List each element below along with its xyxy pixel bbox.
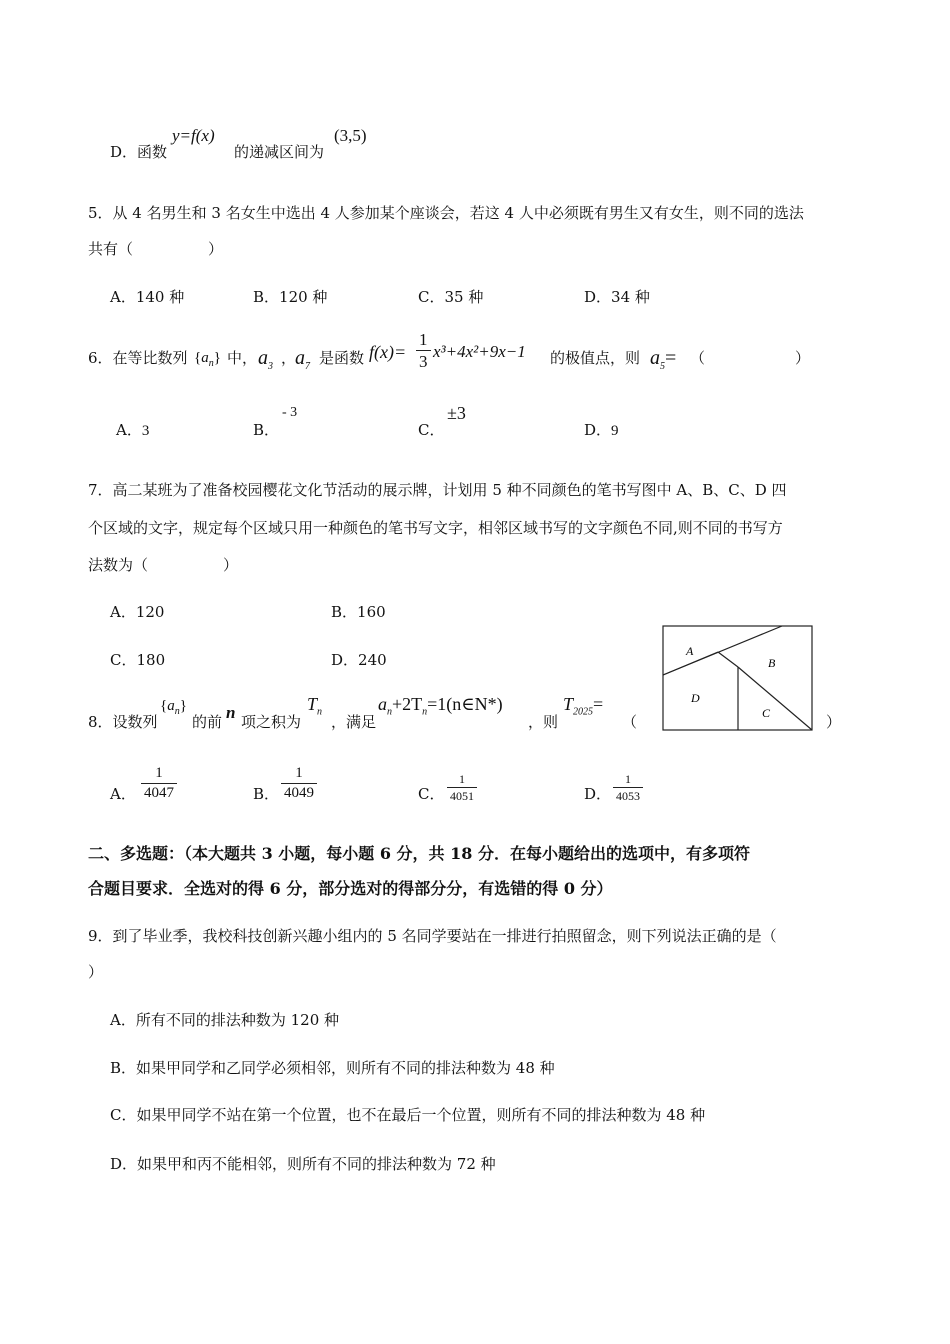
q9-option-c[interactable]: C．如果甲同学不站在第一个位置，也不在最后一个位置，则所有不同的排法种数为 48 种 bbox=[110, 1106, 706, 1124]
q5-option-a[interactable]: A．140 种 bbox=[110, 288, 185, 306]
q8-mid1: 的前 bbox=[192, 713, 223, 731]
q9-line2: ） bbox=[88, 963, 104, 981]
q8-option-d-frac: $\frac{1}{4053}$ bbox=[613, 773, 643, 802]
q8-prefix: 8．设数列 bbox=[88, 713, 158, 731]
q5-line1: 5．从 4 名男生和 3 名女生中选出 4 人参加某个座谈会，若这 4 人中必须既有男生又有女生，则不同的选法 bbox=[88, 204, 804, 222]
section2-heading-line2: 合题目要求．全选对的得 6 分，部分选对的得部分分，有选错的得 0 分） bbox=[88, 879, 613, 898]
q8-option-b[interactable]: B． bbox=[253, 785, 280, 803]
q8-mid3: ，满足 bbox=[331, 713, 377, 731]
q6-func-rhs: x³+4x²+9x−1 bbox=[433, 342, 526, 361]
q7-option-b[interactable]: B．160 bbox=[331, 603, 386, 621]
q8-option-c-frac: $\frac{1}{4051}$ bbox=[447, 773, 477, 802]
q8-condition: $a_n+2T_n=1(n\in N*)$ bbox=[378, 694, 503, 718]
q6-sequence: $\{a_n\}$ bbox=[194, 350, 221, 369]
q6-option-b[interactable]: B． bbox=[253, 421, 280, 439]
figure-label-b: B bbox=[768, 656, 776, 670]
q5-line2: 共有（ ） bbox=[88, 240, 224, 258]
q6-option-b-value: - 3 bbox=[282, 405, 298, 420]
q6-a3: $a_3$ bbox=[258, 347, 273, 372]
q4-interval: (3,5) bbox=[334, 126, 367, 145]
q6-prefix: 6．在等比数列 bbox=[88, 349, 188, 367]
q7-line1: 7．高二某班为了准备校园樱花文化节活动的展示牌，计划用 5 种不同颜色的笔书写图中 A、B、C、D 四 bbox=[88, 481, 787, 499]
figure-line-bc bbox=[738, 667, 812, 730]
q8-sequence: $\{a_n\}$ bbox=[160, 698, 187, 717]
q5-option-b[interactable]: B．120 种 bbox=[253, 288, 328, 306]
figure-label-c: C bbox=[762, 706, 771, 720]
q6-blank: （ ） bbox=[690, 349, 811, 367]
q8-option-b-frac: $\frac{1}{4049}$ bbox=[281, 766, 317, 801]
q5-option-c[interactable]: C．35 种 bbox=[418, 288, 484, 306]
q6-mid1: 中， bbox=[227, 349, 258, 367]
section2-heading-line1: 二、多选题：（本大题共 3 小题，每小题 6 分，共 18 分．在每小题给出的选项中，有多项符 bbox=[88, 844, 750, 863]
q6-option-d[interactable]: D．9 bbox=[584, 421, 619, 439]
q7-option-c[interactable]: C．180 bbox=[110, 651, 166, 669]
q6-option-c-value: ±3 bbox=[447, 403, 466, 423]
q6-comma: ， bbox=[281, 349, 297, 367]
figure-label-a: A bbox=[686, 644, 694, 658]
q9-option-a[interactable]: A．所有不同的排法种数为 120 种 bbox=[110, 1011, 340, 1029]
q6-mid3: 的极值点，则 bbox=[550, 349, 641, 367]
q4-function: y=f(x) bbox=[172, 126, 215, 145]
q6-fraction: $\frac{1}{3}$ bbox=[416, 331, 431, 370]
q9-option-b[interactable]: B．如果甲同学和乙同学必须相邻，则所有不同的排法种数为 48 种 bbox=[110, 1059, 555, 1077]
q6-option-a[interactable]: A．3 bbox=[116, 421, 150, 439]
q8-option-a[interactable]: A． bbox=[110, 785, 136, 803]
q9-option-d[interactable]: D．如果甲和丙不能相邻，则所有不同的排法种数为 72 种 bbox=[110, 1155, 496, 1173]
q6-mid2: 是函数 bbox=[319, 349, 365, 367]
q7-option-a[interactable]: A．120 bbox=[110, 603, 165, 621]
q8-option-d[interactable]: D． bbox=[584, 785, 612, 803]
q8-mid2: 项之积为 bbox=[241, 713, 302, 731]
q4-option-d-text: D．函数 bbox=[110, 143, 168, 161]
q6-a7: $a_7$ bbox=[295, 347, 310, 372]
q5-option-d[interactable]: D．34 种 bbox=[584, 288, 650, 306]
q7-region-figure bbox=[660, 623, 816, 733]
q8-mid4: ，则 bbox=[528, 713, 559, 731]
q8-blank: （ bbox=[622, 713, 638, 731]
q8-T: $T_n$ bbox=[307, 694, 323, 718]
figure-label-d: D bbox=[691, 691, 700, 705]
q7-line3: 法数为（ ） bbox=[88, 556, 239, 574]
q6-func-lhs: f(x)= bbox=[369, 342, 407, 362]
q6-a5: $a_5=$ bbox=[650, 347, 677, 372]
q8-blank-end: ） bbox=[826, 713, 842, 731]
q8-option-a-frac: $\frac{1}{4047}$ bbox=[141, 766, 177, 801]
q8-T2025: $T_{2025}=$ bbox=[563, 694, 604, 718]
q4-option-d-mid: 的递减区间为 bbox=[234, 143, 325, 161]
figure-line-ad bbox=[718, 652, 738, 667]
q4-option-d bbox=[110, 141, 167, 162]
q7-line2: 个区域的文字，规定每个区域只用一种颜色的笔书写文字，相邻区域书写的文字颜色不同,则不同的书写方 bbox=[88, 519, 783, 537]
q9-line1: 9．到了毕业季，我校科技创新兴趣小组内的 5 名同学要站在一排进行拍照留念，则下列说法正确的是（ bbox=[88, 927, 777, 945]
q8-n: n bbox=[226, 703, 236, 722]
q6-option-c[interactable]: C． bbox=[418, 421, 445, 439]
q8-option-c[interactable]: C． bbox=[418, 785, 445, 803]
q7-option-d[interactable]: D．240 bbox=[331, 651, 387, 669]
